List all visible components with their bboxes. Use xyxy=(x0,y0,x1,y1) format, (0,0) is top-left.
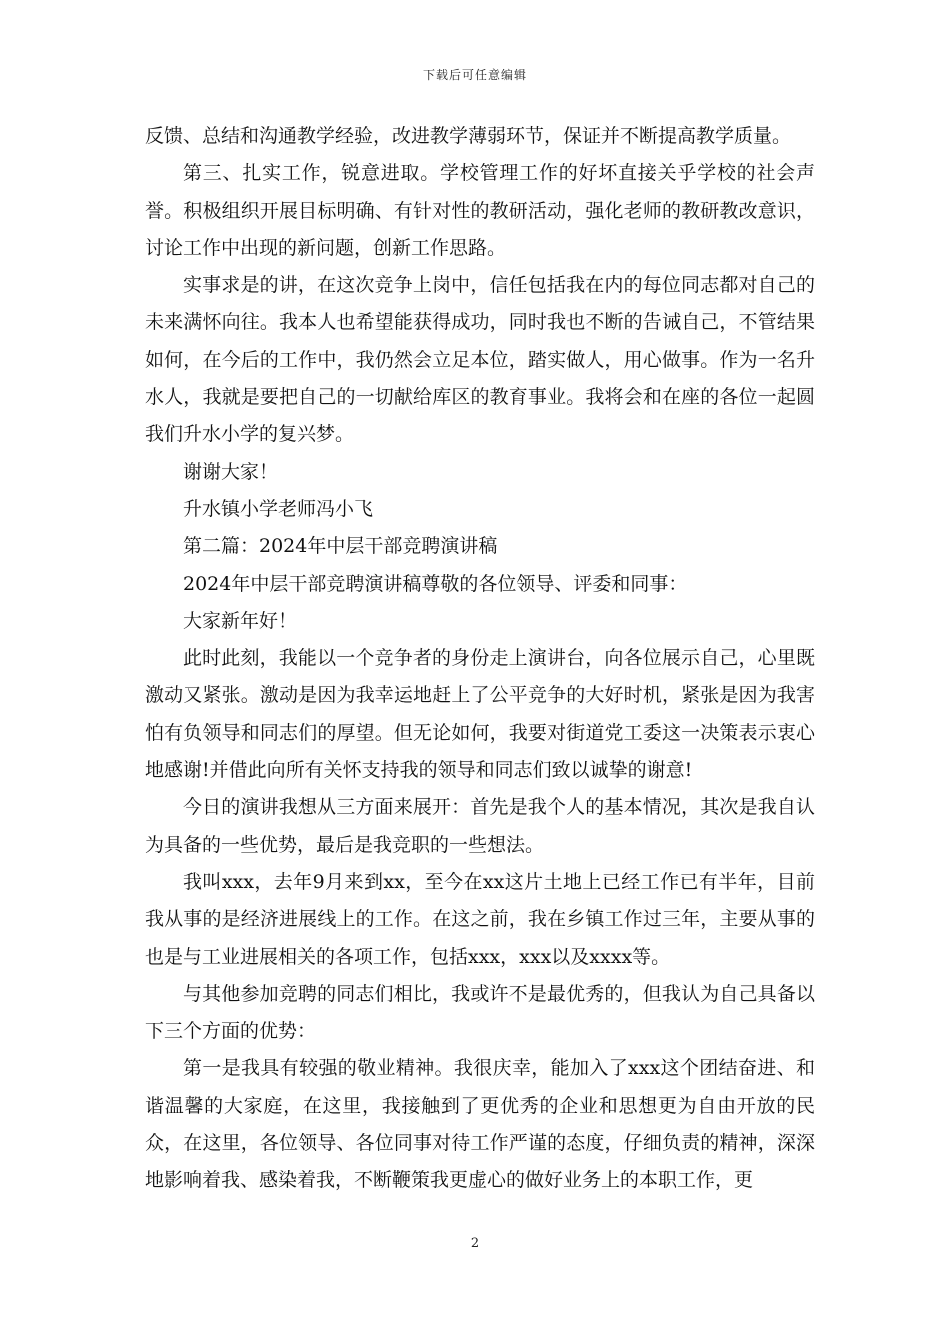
paragraph-signature: 升水镇小学老师冯小飞 xyxy=(183,497,374,520)
page-header: 下载后可任意编辑 xyxy=(422,68,527,82)
paragraph-conclusion: 实事求是的讲，在这次竞争上岗中，信任包括我在内的每位同志都对自己的未来满怀向往。我本人也希望能获得成功，同时我也不断的告诫自己，不管结果如何，在今后的工作中，我仍然会立足本位，踏实做人，用心做事。作为一名升水人，我就是要把自己的一切献给库区的教育事业。我将会和在座的各位一起圆我们升水小学的复兴梦。 xyxy=(145,274,815,446)
speech-title-greeting: 2024年中层干部竞聘演讲稿尊敬的各位领导、评委和同事： xyxy=(183,572,688,595)
paragraph-outline: 今日的演讲我想从三方面来展开：首先是我个人的基本情况，其次是我自认为具备的一些优势，最后是我竞职的一些想法。 xyxy=(145,796,815,856)
paragraph-opening: 此时此刻，我能以一个竞争者的身份走上演讲台，向各位展示自己，心里既激动又紧张。激动是因为我幸运地赶上了公平竞争的大好时机，紧张是因为我害怕有负领导和同志们的厚望。但无论如何，我要对街道党工委这一决策表示衷心地感谢!并借此向所有关怀支持我的领导和同志们致以诚挚的谢意! xyxy=(145,647,815,782)
paragraph-introduction: 我叫xxx，去年9月来到xx，至今在xx这片土地上已经工作已有半年，目前我从事的是经济进展线上的工作。在这之前，我在乡镇工作过三年，主要从事的也是与工业进展相关的各项工作，包括xxx，xxx以及xxxx等。 xyxy=(145,870,815,968)
document-body xyxy=(145,118,815,1200)
section-title: 第二篇：2024年中层干部竞聘演讲稿 xyxy=(183,535,498,558)
paragraph-new-year: 大家新年好！ xyxy=(183,609,298,632)
paragraph-continuation: 反馈、总结和沟通教学经验，改进教学薄弱环节，保证并不断提高教学质量。 xyxy=(145,125,792,147)
paragraph-thanks: 谢谢大家！ xyxy=(183,460,279,483)
paragraph-advantages-intro: 与其他参加竞聘的同志们相比，我或许不是最优秀的，但我认为自己具备以下三个方面的优势： xyxy=(145,982,815,1043)
paragraph-first-advantage: 第一是我具有较强的敬业精神。我很庆幸，能加入了xxx这个团结奋进、和谐温馨的大家庭，在这里，我接触到了更优秀的企业和思想更为自由开放的民众，在这里，各位领导、各位同事对待工作严谨的态度，仔细负责的精神，深深地影响着我、感染着我，不断鞭策我更虚心的做好业务上的本职工作，更 xyxy=(145,1057,815,1192)
page-number: 2 xyxy=(470,1236,480,1251)
paragraph-third-point: 第三、扎实工作，锐意进取。学校管理工作的好坏直接关乎学校的社会声誉。积极组织开展目标明确、有针对性的教研活动，强化老师的教研教改意识，讨论工作中出现的新问题，创新工作思路。 xyxy=(145,162,815,259)
